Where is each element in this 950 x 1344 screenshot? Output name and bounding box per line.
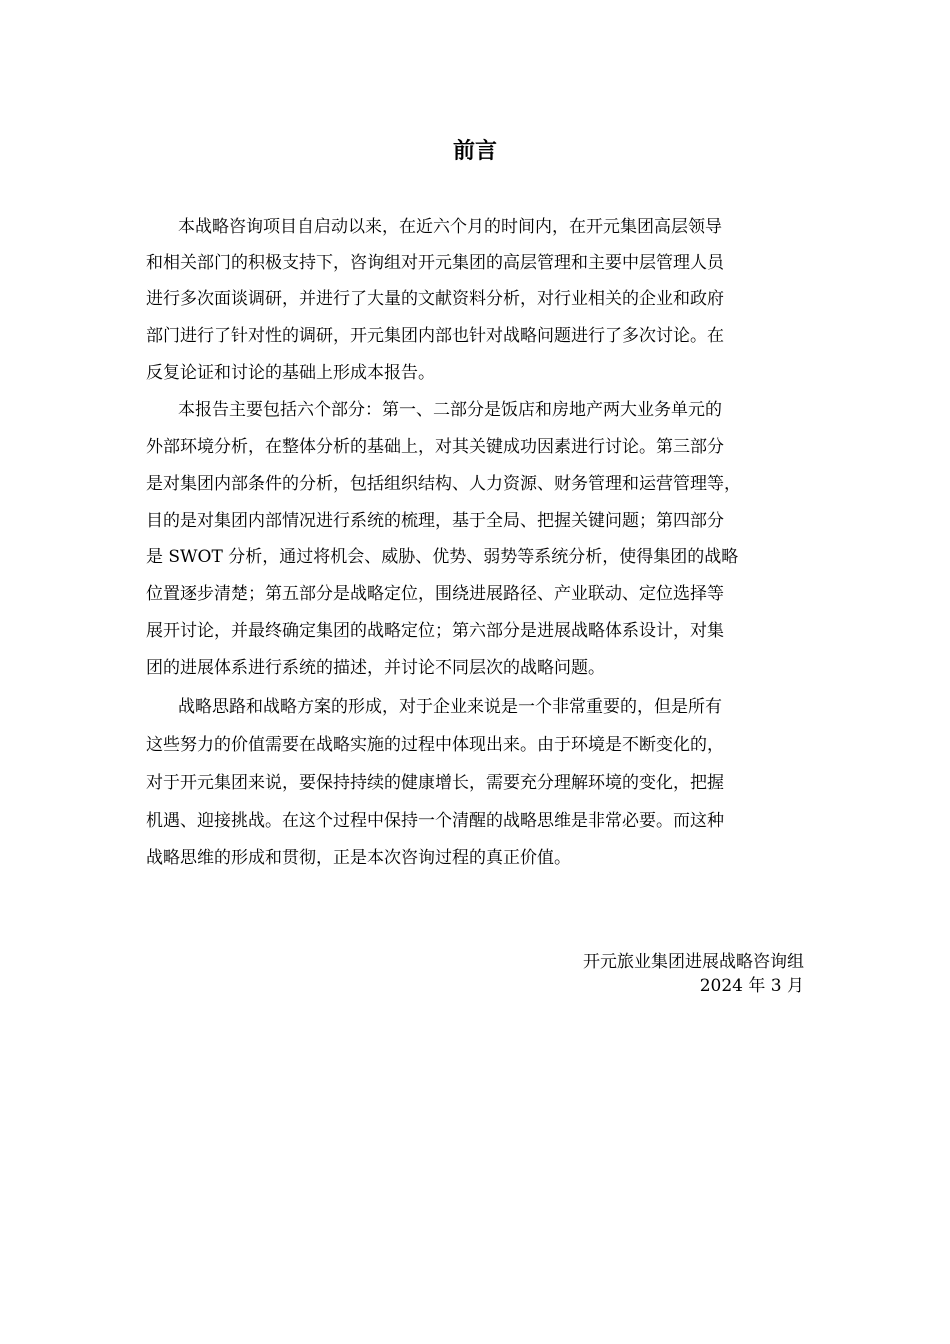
signature-date: 2024 年 3 月 xyxy=(699,976,804,996)
paragraph-line: 展开讨论，并最终确定集团的战略定位；第六部分是进展战略体系设计，对集 xyxy=(146,621,724,641)
signature-organization: 开元旅业集团进展战略咨询组 xyxy=(583,952,804,972)
paragraph-line: 本报告主要包括六个部分：第一、二部分是饭店和房地产两大业务单元的 xyxy=(178,400,722,420)
paragraph-line: 外部环境分析，在整体分析的基础上，对其关键成功因素进行讨论。第三部分 xyxy=(146,437,724,457)
page-title: 前言 xyxy=(452,139,497,164)
paragraph-line: 是 SWOT 分析，通过将机会、威胁、优势、弱势等系统分析，使得集团的战略 xyxy=(146,547,739,567)
paragraph-line: 这些努力的价值需要在战略实施的过程中体现出来。由于环境是不断变化的， xyxy=(146,735,724,755)
paragraph-line: 目的是对集团内部情况进行系统的梳理，基于全局、把握关键问题；第四部分 xyxy=(146,511,724,531)
paragraph-line: 机遇、迎接挑战。在这个过程中保持一个清醒的战略思维是非常必要。而这种 xyxy=(146,811,724,831)
paragraph-line: 位置逐步清楚；第五部分是战略定位，围绕进展路径、产业联动、定位选择等 xyxy=(146,584,724,604)
paragraph-line: 战略思维的形成和贯彻，正是本次咨询过程的真正价值。 xyxy=(146,848,571,868)
paragraph-line: 团的进展体系进行系统的描述，并讨论不同层次的战略问题。 xyxy=(146,658,605,678)
paragraph-line: 对于开元集团来说，要保持持续的健康增长，需要充分理解环境的变化，把握 xyxy=(146,773,724,793)
paragraph-line: 战略思路和战略方案的形成，对于企业来说是一个非常重要的，但是所有 xyxy=(178,697,722,717)
paragraph-line: 反复论证和讨论的基础上形成本报告。 xyxy=(146,363,435,383)
paragraph-line: 部门进行了针对性的调研，开元集团内部也针对战略问题进行了多次讨论。在 xyxy=(146,326,724,346)
paragraph-line: 是对集团内部条件的分析，包括组织结构、人力资源、财务管理和运营管理等， xyxy=(146,474,741,494)
paragraph-line: 和相关部门的积极支持下，咨询组对开元集团的高层管理和主要中层管理人员 xyxy=(146,253,724,273)
paragraph-line: 进行多次面谈调研，并进行了大量的文献资料分析，对行业相关的企业和政府 xyxy=(146,289,724,309)
paragraph-line: 本战略咨询项目自启动以来，在近六个月的时间内，在开元集团高层领导 xyxy=(178,217,722,237)
